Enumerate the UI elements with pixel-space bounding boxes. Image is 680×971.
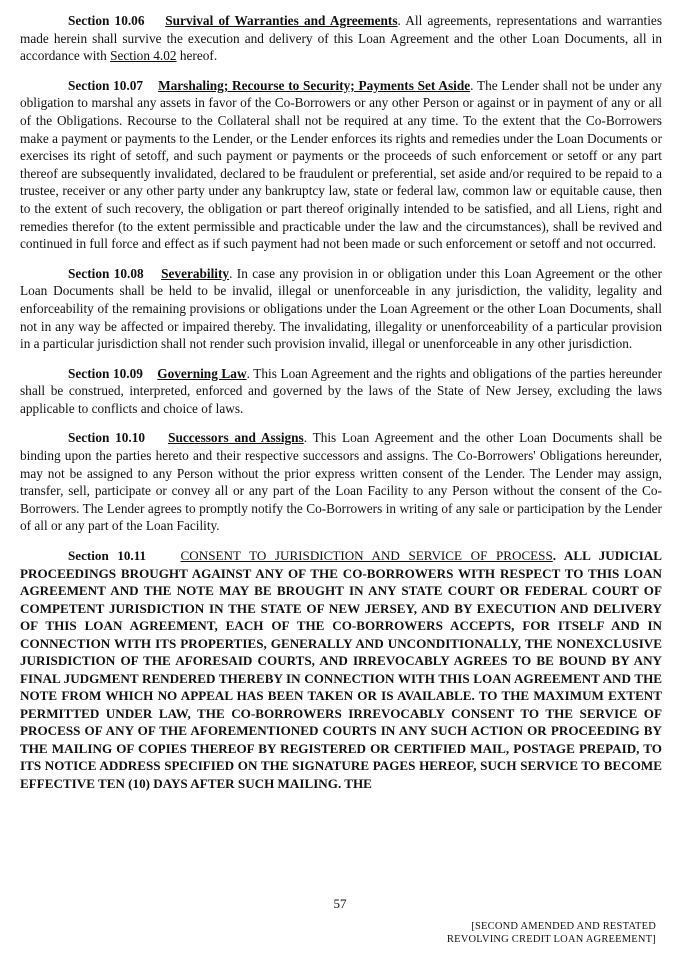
section-body: . This Loan Agreement and the other Loan Documents shall be binding upon the parties hereto and their respective successors and assigns. The Co-Borrowers' Obligations hereunder, may not be assigned to any Person without the prior express written consent of the Lender. The Lender may assign, transfer, sell, participate or convey all or any part of the Loan Facility to any Person without the consent of the Co-Borrowers. The Lender agrees to promptly notify the Co-Borrowers in writing of any sale or participation by the Lender of all or any part of the Loan Facility. <box>20 430 662 534</box>
section-number: Section 10.10 <box>68 430 146 446</box>
section-body: . The Lender shall not be under any obligation to marshal any assets in favor of the Co-Borrowers or any other Person or against or in payment of any or all of the Obligations. Recourse to the Collateral shall not be required at any time. To the extent that the Co-Borrowers make a payment or payments to the Lender, or the Lender enforces its rights and remedies under the Loan Documents or exercises its right of setoff, and such payment or payments or the proceeds of such enforcement or setoff or any part thereof are subsequently invalidated, declared to be fraudulent or preferential, set aside and/or required to be repaid to a trustee, receiver or any other party under any bankruptcy law, state or federal law, common law or equitable cause, then to the extent of such recovery, the obligation or part thereof originally intended to be satisfied, and all Liens, right and remedies therefor (to the extent permissible and practicable under the law and the circumstances), shall be revived and continued in full force and effect as if such payment had not been made or such enforcement or setoff and not occurred. <box>20 77 662 252</box>
section-body: . ALL JUDICIAL PROCEEDINGS BROUGHT AGAINST ANY OF THE CO-BORROWERS WITH RESPECT TO THIS LOAN AGREEMENT AND THE NOTE MAY BE BROUGHT IN ANY STATE COURT OR FEDERAL COURT OF COMPETENT JURISDICTION IN THE STATE OF NEW JERSEY, AND BY EXECUTION AND DELIVERY OF THIS LOAN AGREEMENT, EACH OF THE CO-BORROWERS ACCEPTS, FOR ITSELF AND IN CONNECTION WITH ITS PROPERTIES, GENERALLY AND UNCONDITIONALLY, THE NONEXCLUSIVE JURISDICTION OF THE AFORESAID COURTS, AND IRREVOCABLY AGREES TO BE BOUND BY ANY FINAL JUDGMENT RENDERED THEREBY IN CONNECTION WITH THIS LOAN AGREEMENT AND THE NOTE FROM WHICH NO APPEAL HAS BEEN TAKEN OR IS AVAILABLE. TO THE MAXIMUM EXTENT PERMITTED UNDER LAW, THE CO-BORROWERS IRREVOCABLY CONSENT TO THE SERVICE OF PROCESS OF ANY OF THE AFOREMENTIONED COURTS IN ANY SUCH ACTION OR PROCEEDING BY THE MAILING OF COPIES THEREOF BY REGISTERED OR CERTIFIED MAIL, POSTAGE PREPAID, TO ITS NOTICE ADDRESS SPECIFIED ON THE SIGNATURE PAGES HEREOF, SUCH SERVICE TO BECOME EFFECTIVE TEN (10) DAYS AFTER SUCH MAILING. THE <box>20 548 663 791</box>
section-number: Section 10.11 <box>68 548 147 564</box>
section-10-09 <box>20 365 662 418</box>
section-10-10 <box>20 429 662 535</box>
section-body-end: hereof. <box>176 48 218 64</box>
section-10-11 <box>20 547 662 792</box>
section-reference: Section 4.02 <box>110 48 177 64</box>
footer-line-1: [SECOND AMENDED AND RESTATED <box>471 921 656 932</box>
section-number: Section 10.09 <box>68 365 143 381</box>
section-number: Section 10.08 <box>68 265 144 281</box>
section-title: Successors and Assigns <box>168 430 304 446</box>
section-body: . This Loan Agreement and the rights and obligations of the parties hereunder shall be construed, interpreted, enforced and governed by the laws of the State of New Jersey, excluding the laws applicable to conflicts and choice of laws. <box>20 365 663 416</box>
section-body: . In case any provision in or obligation under this Loan Agreement or the other Loan Documents shall be held to be invalid, illegal or unenforceable in any jurisdiction, the validity, legality and enforceability of the remaining provisions or obligations under the Loan Agreement or the other Loan Documents, shall not in any way be affected or impaired thereby. The invalidating, illegality or unenforceability of a particular provision in a particular jurisdiction shall not render such provision invalid, illegal or unenforceable in any other jurisdiction. <box>20 265 663 352</box>
section-10-06 <box>20 12 662 65</box>
section-number: Section 10.06 <box>68 13 145 28</box>
section-title: Survival of Warranties and Agreements <box>165 13 398 28</box>
section-10-08 <box>20 265 662 353</box>
page-number: 57 <box>333 896 347 911</box>
footer-line-2: REVOLVING CREDIT LOAN AGREEMENT] <box>446 934 656 945</box>
section-title: Severability <box>161 265 230 281</box>
section-title: Marshaling; Recourse to Security; Payments Set Aside <box>158 77 471 93</box>
section-title: Governing Law <box>157 365 247 381</box>
section-number: Section 10.07 <box>68 77 144 93</box>
section-body: . All agreements, representations and warranties made herein shall survive the execution and delivery of this Loan Agreement and the other Loan Documents, all in accordance with <box>20 13 662 64</box>
section-10-07 <box>20 77 662 253</box>
section-title: CONSENT TO JURISDICTION AND SERVICE OF PROCESS <box>180 548 553 564</box>
document-footer <box>447 920 656 946</box>
